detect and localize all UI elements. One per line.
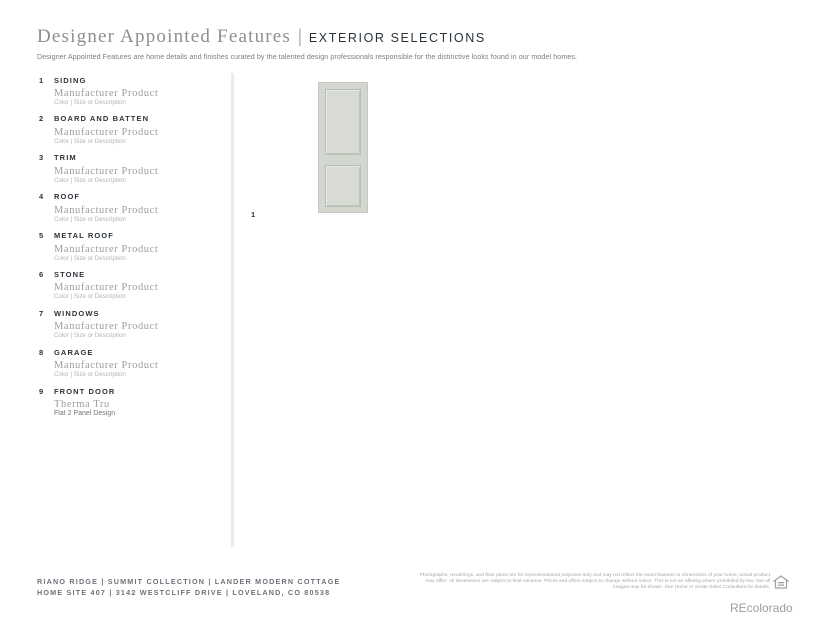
equal-housing-icon (773, 575, 789, 589)
watermark-text: REcolorado (730, 601, 793, 615)
item-product: Manufacturer Product (54, 88, 159, 99)
title-separator: | (298, 26, 302, 47)
door-upper-panel (325, 89, 361, 155)
item-description: Color | Size or Description (54, 332, 126, 340)
item-product: Therma Tru (54, 399, 110, 411)
door-lower-panel (325, 165, 361, 207)
footer-address (37, 576, 340, 598)
item-product: Manufacturer Product (54, 126, 159, 138)
page-header (37, 26, 797, 61)
item-name: SIDING (54, 75, 87, 85)
item-description: Color | Size or Description (54, 293, 126, 301)
page-subtitle: Designer Appointed Features are home details and finishes curated by the talented design professionals responsible for the distinctive looks found in our model homes. (37, 52, 578, 61)
image-callout-number: 1 (251, 210, 256, 219)
item-number: 2 (39, 114, 44, 124)
item-name: BOARD AND BATTEN (54, 114, 150, 124)
community-line: RIANO RIDGE | SUMMIT COLLECTION | LANDER MODERN COTTAGE (37, 577, 341, 586)
item-number: 7 (39, 308, 44, 318)
item-number: 5 (39, 231, 44, 241)
address-line: HOME SITE 407 | 3142 WESTCLIFF DRIVE | LOVELAND, CO 80538 (37, 588, 331, 597)
item-description: Color | Size or Description (54, 176, 126, 184)
list-item (39, 153, 229, 192)
item-number: 4 (39, 192, 44, 202)
legal-disclaimer: Photographs, renderings, and floor plans are for representational purposes only and may not reflect the exact features or dimensions of your home; actual product may differ. All dimensions are subject to field variance. Prices and offers subject to change without notice. This is not an offering where prohibited by law. Not all images may be shown. See Home or onsite Sales Consultant for details. (419, 573, 770, 591)
item-name: WINDOWS (54, 308, 100, 318)
item-name: STONE (54, 269, 86, 279)
page-title: Designer Appointed Features (37, 26, 292, 47)
item-description: Color | Size or Description (54, 371, 126, 379)
item-number: 8 (39, 347, 44, 357)
item-description: Color | Size or Description (54, 99, 126, 106)
item-product: Manufacturer Product (54, 243, 159, 255)
item-name: GARAGE (54, 347, 94, 357)
item-product: Manufacturer Product (54, 282, 159, 294)
item-name: METAL ROOF (54, 231, 114, 241)
selection-list (39, 75, 229, 425)
item-description: Flat 2 Panel Design (54, 410, 116, 418)
section-title: EXTERIOR SELECTIONS (308, 31, 486, 45)
item-number: 3 (39, 153, 44, 163)
item-product: Manufacturer Product (54, 165, 159, 177)
vertical-divider (231, 73, 234, 547)
item-description: Color | Size or Description (54, 254, 126, 262)
item-product: Manufacturer Product (54, 321, 159, 333)
list-item (39, 347, 229, 386)
item-number: 9 (39, 386, 44, 396)
item-product: Manufacturer Product (54, 204, 159, 216)
list-item (39, 269, 229, 308)
item-product: Manufacturer Product (54, 360, 159, 372)
list-item (39, 231, 229, 270)
item-number: 6 (39, 269, 44, 279)
item-number: 1 (39, 75, 44, 85)
item-name: ROOF (54, 192, 81, 202)
item-name: TRIM (54, 153, 77, 163)
item-name: FRONT DOOR (54, 386, 116, 396)
item-description: Color | Size or Description (54, 137, 126, 145)
list-item (39, 192, 229, 231)
list-item (39, 386, 229, 425)
list-item (39, 114, 229, 153)
front-door-image (318, 82, 368, 213)
title-row (37, 26, 797, 48)
item-description: Color | Size or Description (54, 215, 126, 223)
list-item (39, 308, 229, 347)
list-item (39, 75, 229, 114)
